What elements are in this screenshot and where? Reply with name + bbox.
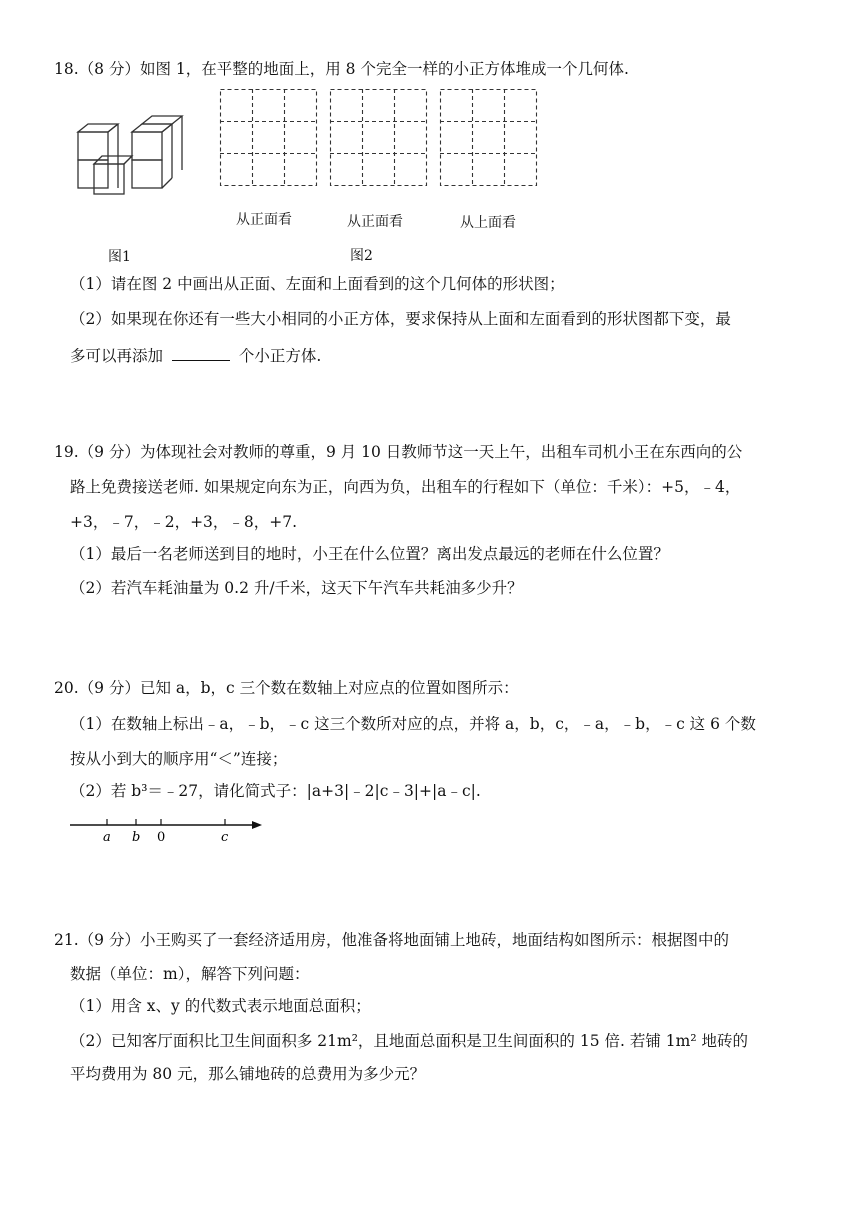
fig1-cube-stack [70,112,190,202]
q20-part1-line1: （1）在数轴上标出﹣a，﹣b，﹣c 这三个数所对应的点，并将 a，b，c，﹣a，﹣b，﹣c 这 6 个数 [70,715,756,733]
grid-label-1: 从正面看 [236,212,292,228]
label-0: 0 [157,830,166,845]
q21-part2-line1: （2）已知客厅面积比卫生间面积多 21m²，且地面总面积是卫生间面积的 15 倍. 若铺 1m² 地砖的 [70,1032,748,1050]
q18-stem: 18.（8 分）如图 1，在平整的地面上，用 8 个完全一样的小正方体堆成一个几何体. [54,60,629,78]
q19-line1: 19.（9 分）为体现社会对教师的尊重，9 月 10 日教师节这一天上午，出租车司机小王在东西向的公 [54,443,743,461]
grid-front-view [220,89,320,189]
q19-part1: （1）最后一名老师送到目的地时，小王在什么位置？离出发点最远的老师在什么位置？ [70,545,669,563]
answer-blank[interactable] [172,344,230,361]
grid-label-2: 从正面看 [347,214,403,230]
q18-part1: （1）请在图 2 中画出从正面、左面和上面看到的这个几何体的形状图； [70,275,565,293]
fig2-label: 图2 [350,248,373,264]
grid-top-view [440,89,540,189]
q20-line1: 20.（9 分）已知 a，b，c 三个数在数轴上对应点的位置如图所示： [54,679,519,697]
grid-left-view [330,89,430,189]
q18-part2-post: 个小正方体. [238,347,322,365]
q20-part1-line2: 按从小到大的顺序用“＜”连接； [70,750,288,768]
q21-line1: 21.（9 分）小王购买了一套经济适用房，他准备将地面铺上地砖，地面结构如图所示：根据图中的 [54,931,729,949]
q19-part2: （2）若汽车耗油量为 0.2 升/千米，这天下午汽车共耗油多少升？ [70,579,523,597]
q18-part2-pre: 多可以再添加 [70,347,164,365]
grid-label-3: 从上面看 [460,215,516,231]
label-c: c [221,830,229,845]
q19-line3: +3，﹣7，﹣2，+3，﹣8，+7. [70,513,298,531]
number-line [70,812,270,848]
q18-part2-line1: （2）如果现在你还有一些大小相同的小正方体，要求保持从上面和左面看到的形状图都下变，最 [70,310,731,328]
q19-line2: 路上免费接送老师. 如果规定向东为正，向西为负，出租车的行程如下（单位：千米）：+5，﹣4， [70,478,741,496]
q21-part1: （1）用含 x、y 的代数式表示地面总面积； [70,997,371,1015]
label-b: b [132,830,141,845]
q20-part2: （2）若 b³＝﹣27，请化简式子：|a+3|﹣2|c﹣3|+|a﹣c|. [70,782,481,800]
fig1-label: 图1 [108,249,131,265]
q21-part2-line2: 平均费用为 80 元，那么铺地砖的总费用为多少元？ [70,1065,426,1083]
label-a: a [103,830,111,845]
q18-part2-line2 [70,344,321,367]
q21-line2: 数据（单位：m），解答下列问题： [70,965,310,983]
